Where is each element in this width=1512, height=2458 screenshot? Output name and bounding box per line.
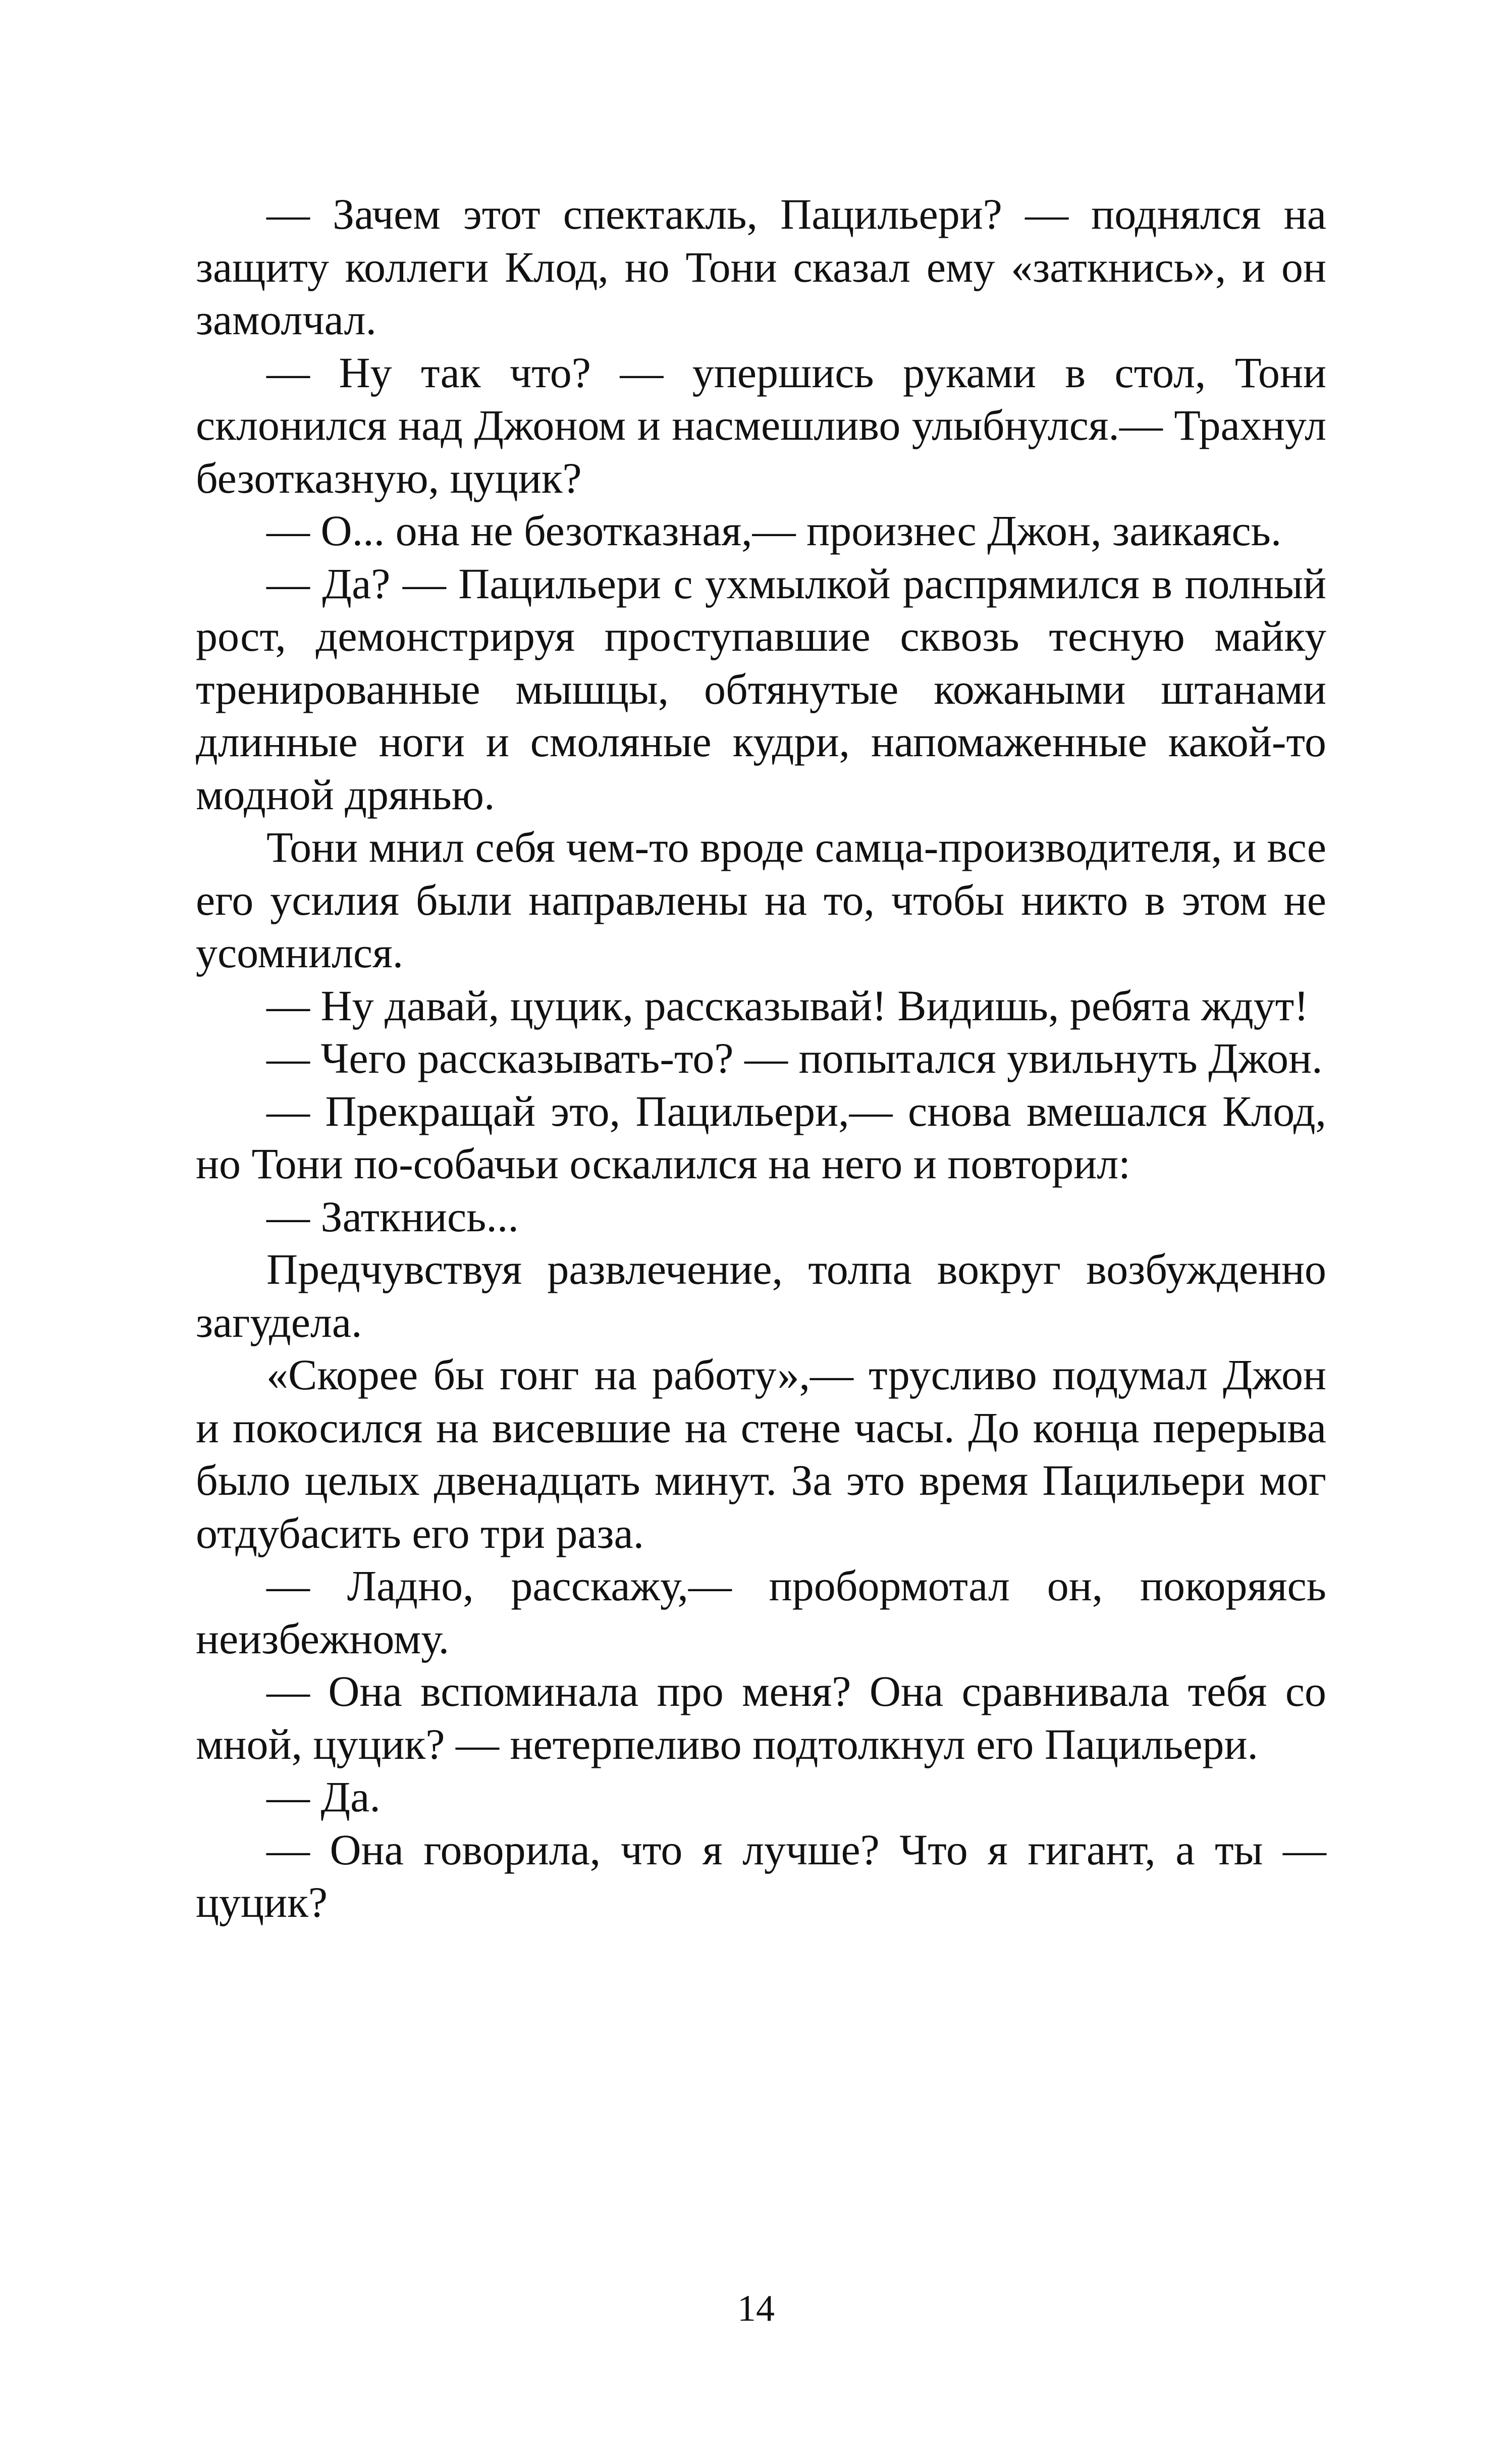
- paragraph: — Да.: [266, 1772, 381, 1821]
- paragraph: — Да? — Пацильери с ухмылкой распрямился в полный рост, демонстрируя проступавшие сквозь тесную майку тренированные мышцы, обтянутые кожаными штанами длинные ноги и смоляные кудри, напомаженные какой-то модной дрянью.: [196, 559, 1326, 819]
- paragraph: — Она вспоминала про меня? Она сравнивала тебя со мной, цуцик? — нетерпеливо подтолкнул его Пацильери.: [196, 1667, 1326, 1768]
- paragraph: «Скорее бы гонг на работу»,— трусливо подумал Джон и покосился на висевшие на стене часы. До конца перерыва было целых двенадцать минут. За это время Пацильери мог отдубасить его три раза.: [196, 1350, 1326, 1557]
- paragraph: — Ну так что? — упершись руками в стол, Тони склонился над Джоном и насмешливо улыбнулся.— Трахнул безотказную, цуцик?: [196, 348, 1326, 502]
- paragraph: — О... она не безотказная,— произнес Джон, заикаясь.: [266, 506, 1282, 555]
- paragraph: — Ладно, расскажу,— пробормотал он, покоряясь неизбежному.: [196, 1561, 1326, 1663]
- paragraph: Предчувствуя развлечение, толпа вокруг возбужденно загудела.: [196, 1245, 1326, 1346]
- paragraph: Тони мнил себя чем-то вроде самца-производителя, и все его усилия были направлены на то, чтобы никто в этом не усомнился.: [196, 823, 1326, 977]
- paragraph: — Чего рассказывать-то? — попытался увильнуть Джон.: [266, 1034, 1323, 1082]
- paragraph: — Она говорила, что я лучше? Что я гигант, а ты — цуцик?: [196, 1825, 1326, 1926]
- page-number: 14: [737, 2288, 775, 2329]
- paragraph: — Заткнись...: [266, 1192, 519, 1241]
- paragraph: — Ну давай, цуцик, рассказывай! Видишь, ребята ждут!: [266, 981, 1309, 1030]
- paragraph: — Прекращай это, Пацильери,— снова вмешался Клод, но Тони по-собачьи оскалился на него и повторил:: [196, 1086, 1326, 1188]
- body-text: [196, 188, 1326, 1929]
- paragraph: — Зачем этот спектакль, Пацильери? — поднялся на защиту коллеги Клод, но Тони сказал ему «заткнись», и он замолчал.: [196, 190, 1326, 344]
